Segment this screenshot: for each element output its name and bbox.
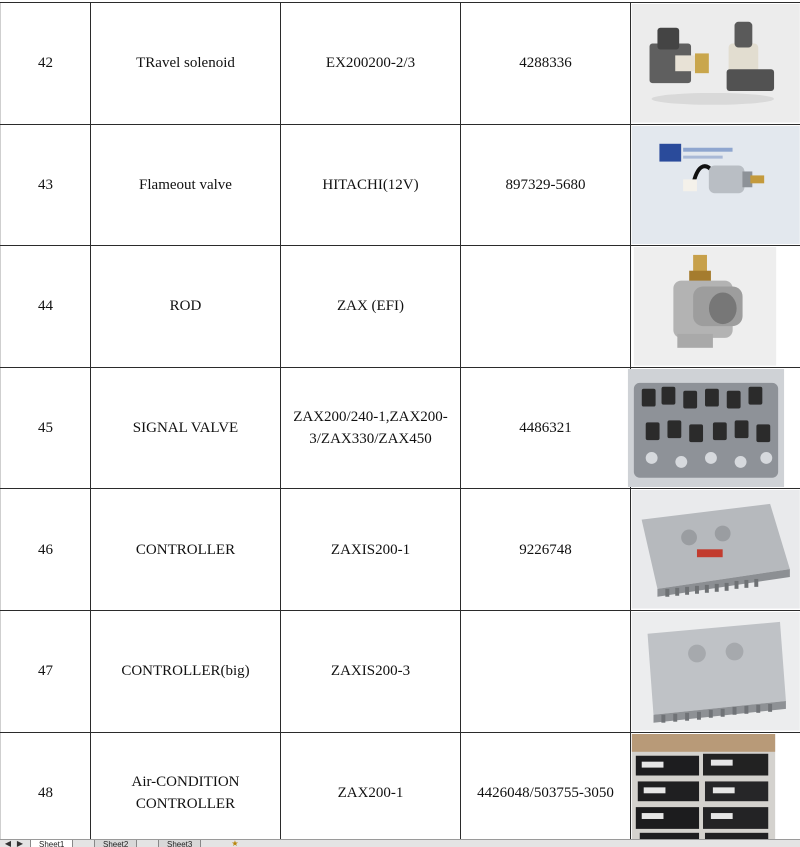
first-sheet-button[interactable]: ◀ (4, 839, 12, 847)
tab-sheet2[interactable]: Sheet2 (94, 840, 137, 847)
cell-number[interactable]: 46 (1, 489, 91, 611)
cell-image[interactable] (631, 367, 800, 489)
cell-model[interactable]: EX200200-2/3 (281, 3, 461, 125)
last-sheet-button[interactable]: ▶ (16, 839, 24, 847)
cell-part-name[interactable]: SIGNAL VALVE (91, 367, 281, 489)
cell-model[interactable]: ZAXIS200-3 (281, 610, 461, 732)
cell-image[interactable] (631, 246, 800, 368)
cell-image[interactable] (631, 124, 800, 246)
cell-model[interactable]: ZAX (EFI) (281, 246, 461, 368)
table-row (1, 246, 800, 368)
cell-model[interactable]: ZAX200/240-1,ZAX200-3/ZAX330/ZAX450 (281, 367, 461, 489)
signal-valve-photo[interactable] (627, 369, 785, 488)
table-row (1, 367, 800, 489)
cell-part-number[interactable] (461, 610, 631, 732)
table-row (1, 124, 800, 246)
cell-image[interactable] (631, 610, 800, 732)
cell-part-number[interactable]: 4426048/503755-3050 (461, 732, 631, 839)
ac-controller-photo[interactable] (631, 734, 776, 839)
controller-photo[interactable] (631, 490, 800, 609)
rod-sensor-photo[interactable] (633, 247, 777, 366)
cell-part-number[interactable]: 897329-5680 (461, 124, 631, 246)
cell-part-name[interactable]: CONTROLLER (91, 489, 281, 611)
cell-image[interactable] (631, 732, 800, 839)
cell-number[interactable]: 42 (1, 3, 91, 125)
cell-number[interactable]: 47 (1, 610, 91, 732)
cell-part-number[interactable]: 4486321 (461, 367, 631, 489)
cell-model[interactable]: ZAXIS200-1 (281, 489, 461, 611)
cell-part-name[interactable]: CONTROLLER(big) (91, 610, 281, 732)
cell-part-name[interactable]: Air-CONDITION CONTROLLER (91, 732, 281, 839)
cell-model[interactable]: HITACHI(12V) (281, 124, 461, 246)
cell-part-name[interactable]: Flameout valve (91, 124, 281, 246)
cell-part-number[interactable]: 4288336 (461, 3, 631, 125)
cell-part-number[interactable]: 9226748 (461, 489, 631, 611)
cell-image[interactable] (631, 3, 800, 125)
table-row (1, 489, 800, 611)
cell-part-name[interactable]: TRavel solenoid (91, 3, 281, 125)
cell-part-number[interactable] (461, 246, 631, 368)
cell-model[interactable]: ZAX200-1 (281, 732, 461, 839)
parts-table (0, 2, 800, 839)
cell-number[interactable]: 48 (1, 732, 91, 839)
table-row (1, 610, 800, 732)
controller-big-photo[interactable] (631, 612, 800, 731)
tab-sheet1[interactable]: Sheet1 (30, 840, 73, 847)
sheet-tab-bar (0, 839, 800, 847)
table-row (1, 3, 800, 125)
travel-solenoid-photo[interactable] (631, 4, 800, 123)
cell-number[interactable]: 44 (1, 246, 91, 368)
table-row (1, 732, 800, 839)
cell-image[interactable] (631, 489, 800, 611)
tab-sheet3[interactable]: Sheet3 (158, 840, 201, 847)
cell-part-name[interactable]: ROD (91, 246, 281, 368)
insert-sheet-icon[interactable]: ★ (231, 839, 239, 847)
flameout-valve-photo[interactable] (631, 126, 800, 245)
cell-number[interactable]: 43 (1, 124, 91, 246)
cell-number[interactable]: 45 (1, 367, 91, 489)
